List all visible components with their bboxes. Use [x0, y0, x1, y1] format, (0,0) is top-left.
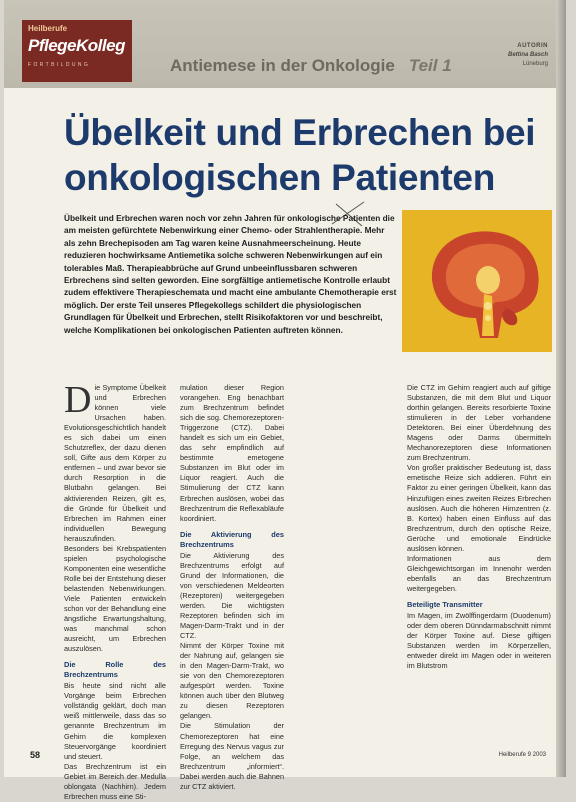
col1-paragraph-3: Bis heute sind nicht alle Vorgänge beim Erbrechen vollständig geklärt, doch man weiß mittlerweile, dass das so genannte Brechzentrum im Gehirn die komplexen Steuervorgänge koordiniert und steuert.: [64, 681, 166, 761]
brand-top-text: Heilberufe: [28, 24, 68, 33]
brand-logo: [22, 20, 132, 82]
article-lead: Übelkeit und Erbrechen waren noch vor zehn Jahren für onkologische Patienten die am meisten gefürchtete Nebenwirkung einer Chemo- oder Strahlentherapie. Mehr als zehn Brechepisoden am Tag waren keine Ausnahmeerscheinung. Heute reduzieren hochwirksame Antiemetika solche schweren Nebenwirkungen auf ein tolerables Maß. Therapieabbrüche auf Grund unbeeinflussbaren schweren Erbrechens sind selten geworden. Eine sorgfältige antiemetische Kontrolle erlaubt zudem effektivere Therapieschemata und macht eine ambulante Chemotherapie erst möglich. Der erste Teil unseres Pflegekollegs schildert die physiologischen Grundlagen für Übelkeit und Erbrechen, stellt Risikofaktoren vor und beschreibt, welche Komplikationen bei onkologischen Patienten auftreten können.: [64, 213, 397, 335]
page-gutter: [556, 0, 566, 777]
dropcap: D: [64, 379, 92, 421]
col2-paragraph-4: Die Stimulation der Chemorezeptoren hat eine Erregung des Nervus vagus zur Folge, an welchem das Brechzentrum „informiert“. Dabei werden auch die Bahnen zur CTZ aktiviert.: [180, 721, 284, 791]
series-part: Teil 1: [408, 56, 452, 75]
col1-paragraph-1: [64, 379, 166, 544]
col3-subheading: Beteiligte Transmitter: [407, 599, 483, 609]
article-title: Übelkeit und Erbrechen bei onkologischen Patienten: [64, 112, 536, 198]
page-number: 58: [30, 750, 41, 760]
col1-subheading: Die Rolle des Brechzentrums: [64, 660, 166, 680]
col2-paragraph-1: mulation dieser Region vorangehen. Eng benachbart zum Brechzentrum befindet sich die sog. Chemorezeptoren-Triggerzone (CTZ). Dabei handelt es sich um ein Gebiet, das sehr empfindlich auf bestimmte emetogene Substanzen im Blut oder im Liquor reagiert. Auch die Stimulierung der CTZ kann Erbrechen auslösen, wobei das Brechzentrum die Reflexabläufe koordiniert.: [180, 383, 284, 523]
text-column-3: [407, 383, 551, 671]
series-name: Antiemese in der Onkologie: [170, 56, 395, 75]
author-city: Lüneburg: [522, 61, 548, 67]
col2-subheading: Die Aktivierung des Brechzentrums: [180, 529, 284, 549]
issue-info: Heilberufe 9 2003: [498, 752, 546, 758]
author-label: AUTORIN: [517, 43, 548, 49]
col3-paragraph-3: Informationen aus dem Gleichgewichtsorgan im Innenohr werden ebenfalls an das Brechzentrum weitergegeben.: [407, 553, 551, 593]
page-header: [4, 0, 566, 88]
col2-paragraph-3: Nimmt der Körper Toxine mit der Nahrung auf, gelangen sie in den Magen-Darm-Trakt, wo sie von den Chemorezeptoren aufgespürt werden. Toxine können auch über den Blutweg zu diesen Rezeptoren gelangen.: [180, 641, 284, 721]
col3-paragraph-1: Die CTZ im Gehirn reagiert auch auf giftige Substanzen, die mit dem Blut und Liquor dorthin gelangen. Bereits resorbierte Toxine stimulieren in der Leber vorhandene Detektoren. Bei einer Überdehnung des Magens oder Darms übermitteln Mechanorezeptoren diese Informationen zum Brechzentrum.: [407, 383, 551, 463]
author-block: [508, 42, 548, 69]
author-name: Bettina Basch: [507, 52, 548, 58]
brain-illustration: [402, 210, 552, 352]
text-column-2: [180, 383, 284, 792]
col3-paragraph-4: Im Magen, im Zwölffingerdarm (Duodenum) oder dem oberen Dünndarmabschnitt nimmt der Körper Toxine auf. Diese giftigen Substanzen werden im Körperzellen, entweder direkt im Magen oder in weiteren im Blutstrom: [407, 610, 551, 671]
col1-paragraph-4: Das Brechzentrum ist ein Gebiet im Bereich der Medulla oblongata (Nachhirn). Jedem Erbrechen muss eine Sti-: [64, 761, 166, 801]
series-title: [170, 56, 452, 76]
text-column-1: [64, 379, 166, 802]
brand-subtitle: FORTBILDUNG: [28, 62, 91, 68]
magazine-page: [4, 0, 566, 801]
col3-paragraph-2: Von großer praktischer Bedeutung ist, dass emetische Reize sich addieren. Führt ein Faktor zu einer geringen Übelkeit, kann das Hinzufügen eines zweiten Reizes Erbrechen auslösen. Auch die höheren Hirnzentren (z. B. Kortex) haben einen Einfluss auf das Brechzentrum, durch den optische Reize, Gerüche und emotionale Eindrücke auslösen können.: [407, 463, 551, 553]
col2-paragraph-2: Die Aktivierung des Brechzentrums erfolgt auf Grund der Informationen, die von verschiedenen Meldeorten (Rezeptoren) weitergegeben werden. Die wichtigsten Rezeptoren befinden sich im Magen-Darm-Trakt und in der CTZ.: [180, 550, 284, 641]
brand-name: PflegeKolleg: [28, 36, 125, 55]
col1-paragraph-2: Besonders bei Krebspatienten spielen psychologische Komponenten eine wesentliche Rolle bei der Entstehung dieser belastenden Nebenwirkungen. Viele Patienten entwickeln schon vor der Behandlung eine ängstliche Erwartungshaltung, was manchmal schon ausreicht, um Erbrechen auszulösen.: [64, 543, 166, 654]
col1-p1-text: ie Symptome Übelkeit und Erbrechen können viele Ursachen haben. Evolutionsgeschichtlich handelt es sich dabei um einen Schutzreflex, der dazu dienen soll, Gifte aus dem Körper zu entfernen – und zwar bevor sie durch Resorption in die Blutbahn gelangen. Bei aktivierenden Reizen, gilt es, die Gründe für Übelkeit und Erbrechen im Rahmen einer individuellen Bewegung herauszufinden.: [64, 383, 166, 543]
